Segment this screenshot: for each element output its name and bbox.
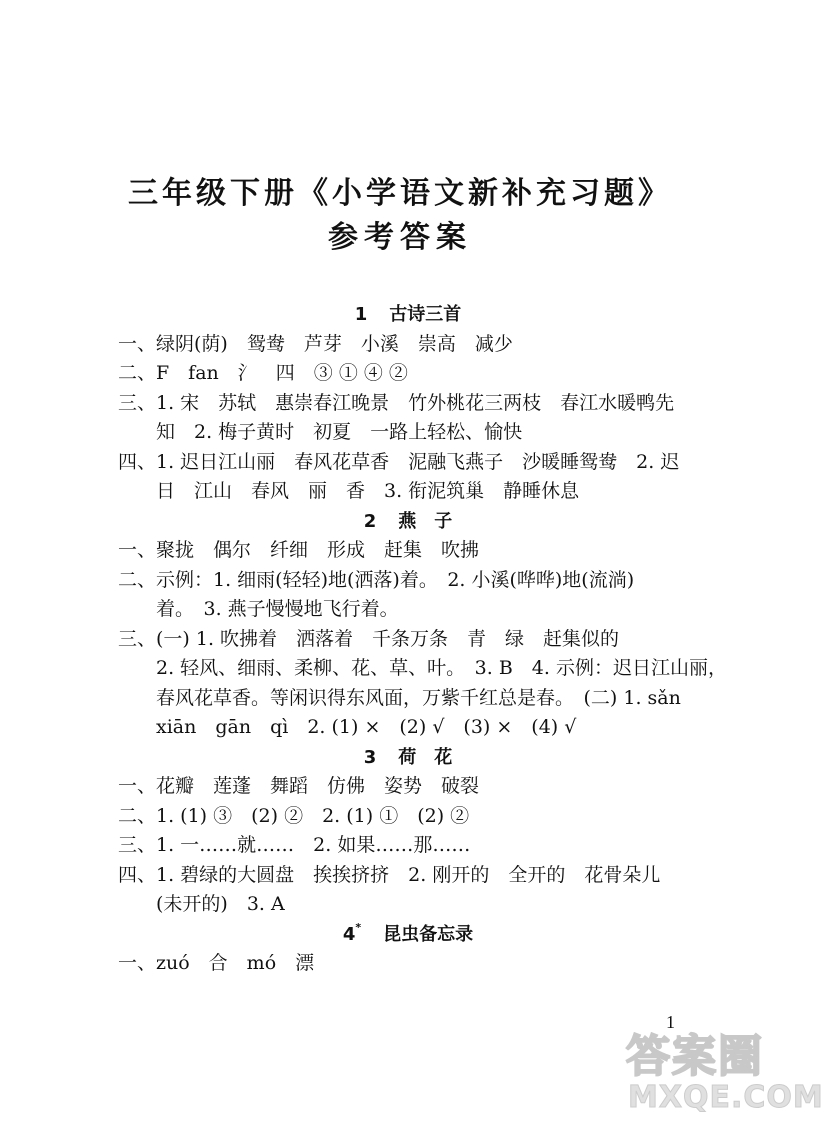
section-title: 昆虫备忘录	[383, 923, 474, 945]
answer-line: 三、(一) 1. 吹拂着 洒落着 千条万条 青 绿 赶集似的	[118, 627, 620, 650]
section-title: 古诗三首	[389, 304, 462, 325]
section-number: 3	[363, 746, 377, 768]
answer-content	[118, 300, 727, 979]
watermark-url: MXQE.COM	[628, 1080, 824, 1115]
optional-mark: *	[355, 920, 362, 934]
watermark-text: 答案圈	[626, 1031, 764, 1082]
answer-line: xiān gān qì 2. (1) × (2) √ (3) × (4) √	[156, 716, 577, 738]
answer-line: 春风花草香。等闲识得东风面，万紫千红总是春。 (二) 1. sǎn	[156, 686, 681, 709]
answer-line: 三、1. 一……就…… 2. 如果……那……	[118, 834, 471, 856]
answer-line: 着。 3. 燕子慢慢地飞行着。	[156, 598, 399, 620]
answer-line: 一、绿阴(荫) 鸳鸯 芦芽 小溪 崇高 减少	[118, 332, 513, 355]
answer-line: 四、1. 迟日江山丽 春风花草香 泥融飞燕子 沙暖睡鸳鸯 2. 迟	[118, 450, 680, 473]
answer-line: 知 2. 梅子黄时 初夏 一路上轻松、愉快	[156, 421, 523, 443]
section-number: 2	[363, 510, 377, 532]
watermark-logo	[600, 1020, 824, 1120]
answer-line: 2. 轻风、细雨、柔柳、花、草、叶。 3. B 4. 示例：迟日江山丽，	[156, 657, 727, 679]
answer-line: 三、1. 宋 苏轼 惠崇春江晚景 竹外桃花三两枝 春江水暖鸭先	[118, 391, 675, 414]
answer-line: 二、示例：1. 细雨(轻轻)地(洒落)着。 2. 小溪(哗哗)地(流淌)	[118, 568, 635, 591]
answer-line: (未开的) 3. A	[156, 893, 285, 915]
answer-line: 一、zuó 合 mó 漂	[118, 952, 315, 974]
section-heading-1	[118, 300, 698, 330]
page-title: 三年级下册《小学语文新补充习题》	[128, 176, 672, 211]
answer-line: 一、花瓣 莲蓬 舞蹈 仿佛 姿势 破裂	[118, 775, 480, 797]
section-number: 4*	[342, 920, 362, 945]
answer-line: 一、聚拢 偶尔 纤细 形成 赶集 吹拂	[118, 539, 480, 561]
section-heading-3	[118, 743, 698, 773]
answer-line: 二、F fan 氵 四 ③ ① ④ ②	[118, 362, 408, 384]
answer-line: 日 江山 春风 丽 香 3. 衔泥筑巢 静睡休息	[156, 480, 580, 502]
page-subtitle: 参考答案	[328, 220, 472, 255]
section-number: 1	[354, 304, 368, 325]
section-heading-4	[118, 920, 698, 950]
section-title: 燕 子	[398, 510, 453, 532]
section-title: 荷 花	[398, 746, 453, 768]
page-number: 1	[666, 1012, 675, 1032]
answer-line: 二、1. (1) ③ (2) ② 2. (1) ① (2) ②	[118, 804, 470, 827]
section-heading-2	[118, 507, 698, 537]
answer-line: 四、1. 碧绿的大圆盘 挨挨挤挤 2. 刚开的 全开的 花骨朵儿	[118, 863, 661, 886]
